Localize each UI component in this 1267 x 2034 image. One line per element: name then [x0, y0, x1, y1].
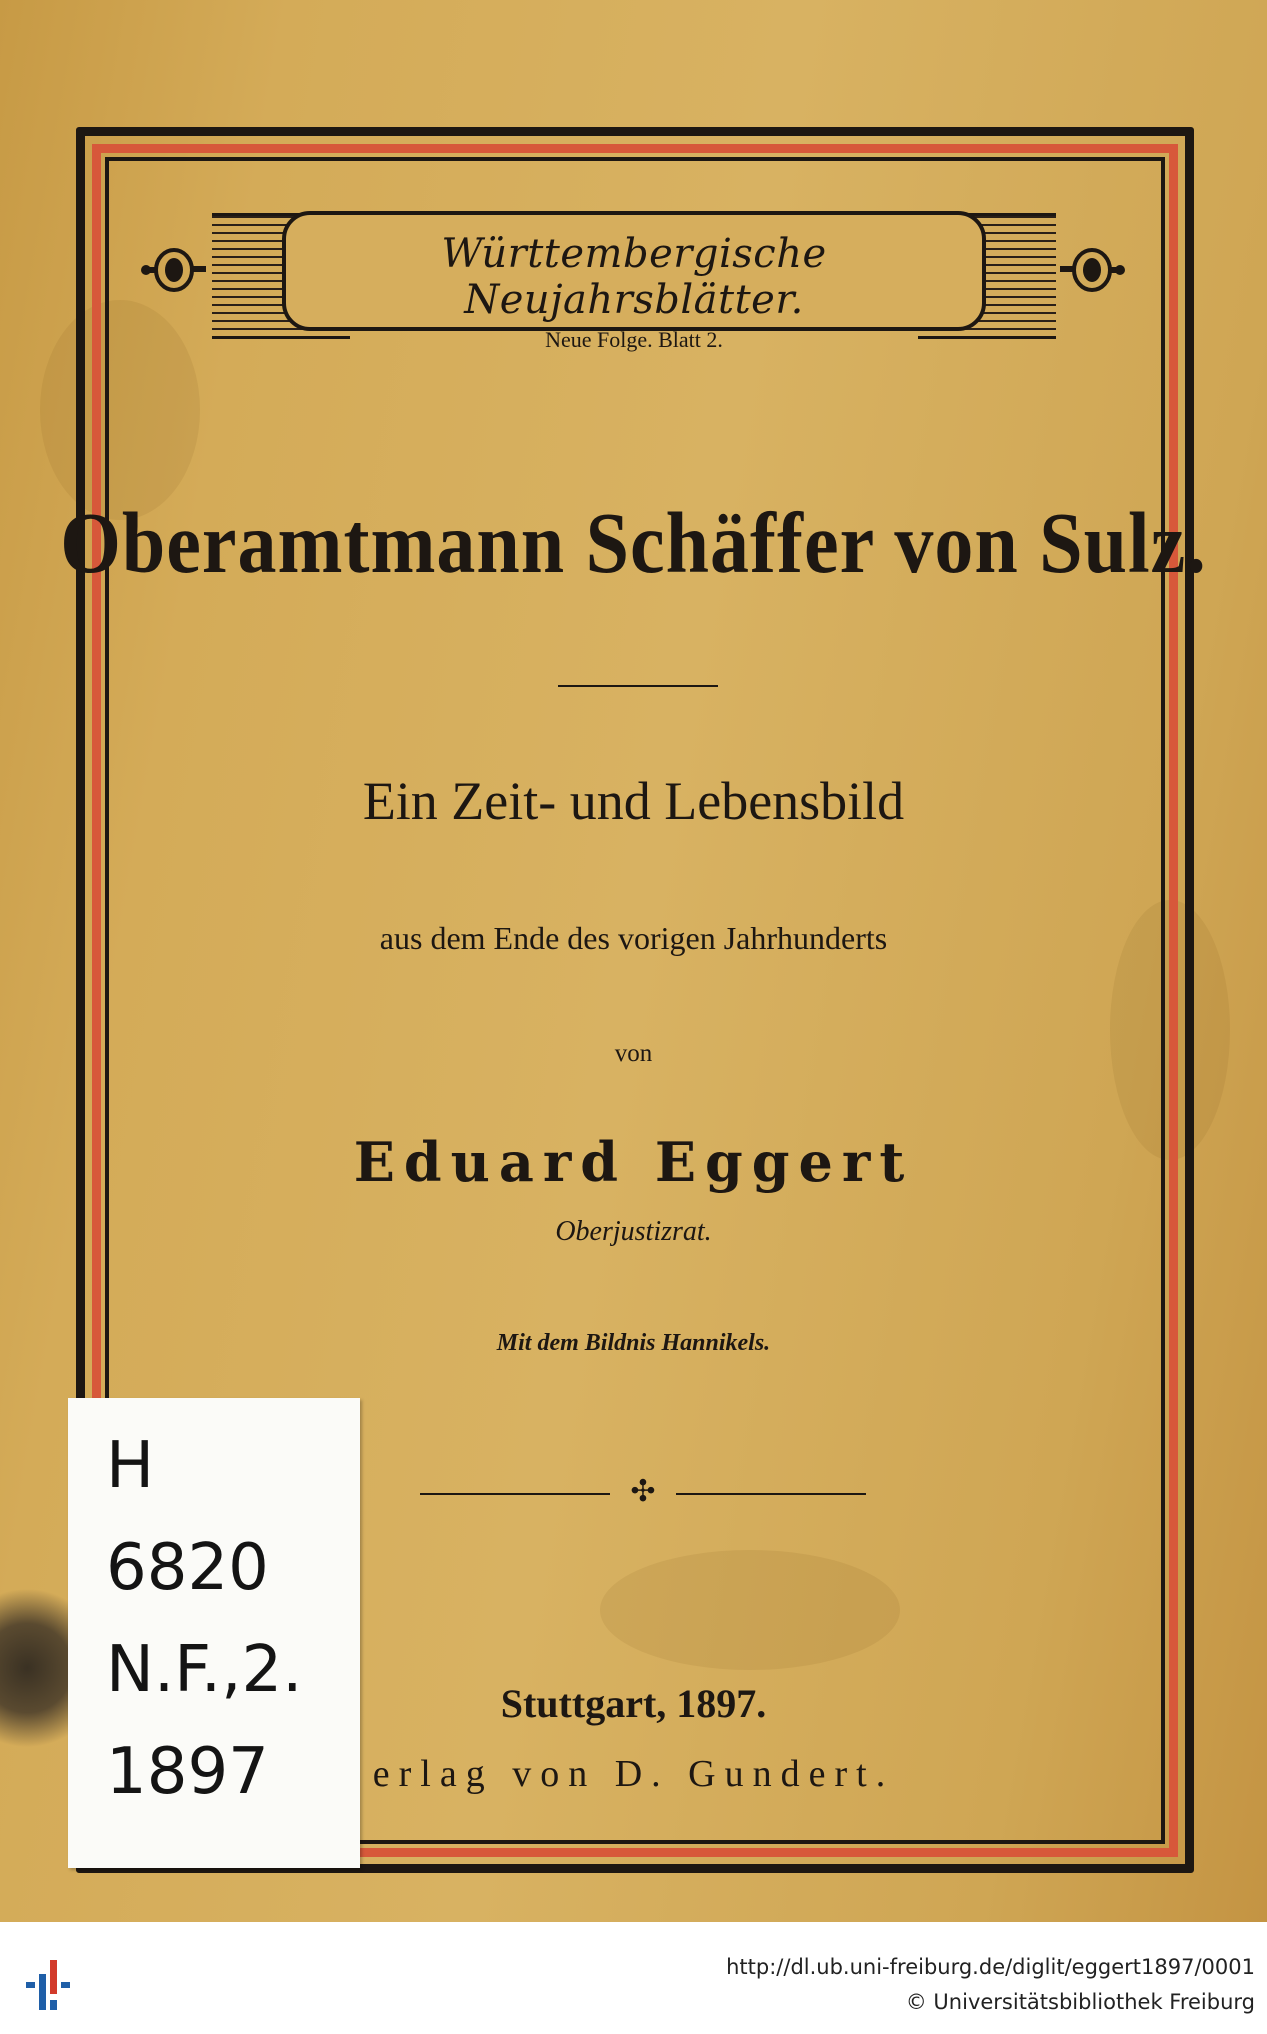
book-title: Oberamtmann Schäffer von Sulz. — [60, 493, 1207, 592]
ornament-rule-left — [420, 1493, 610, 1495]
book-subtitle: Ein Zeit- und Lebensbild — [362, 771, 905, 831]
title-divider — [558, 685, 718, 687]
library-logo-icon — [26, 1960, 82, 2010]
series-banner — [282, 211, 986, 352]
by-line: von — [614, 1040, 653, 1067]
portrait-note: Mit dem Bildnis Hannikels. — [496, 1330, 771, 1356]
ornament-rule-right — [676, 1493, 866, 1495]
author-role: Oberjustizrat. — [555, 1216, 712, 1247]
finial-ornament-icon — [140, 236, 206, 306]
source-url-link[interactable]: http://dl.ub.uni-freiburg.de/diglit/eggert1897/0001 — [726, 1955, 1255, 1979]
series-subtitle: Neue Folge. Blatt 2. — [545, 327, 723, 352]
finial-ornament-icon — [1060, 236, 1126, 306]
book-subtitle-line2: aus dem Ende des vorigen Jahrhunderts — [379, 920, 888, 956]
place-year: Stuttgart, 1897. — [500, 1681, 767, 1726]
publisher: erlag von D. Gundert. — [372, 1753, 895, 1795]
ornament-flourish-icon: ✣ — [630, 1474, 656, 1509]
library-shelf-label — [68, 1398, 360, 1868]
shelf-mark-line: 1897 — [106, 1735, 269, 1809]
shelf-mark-line: N.F.,2. — [106, 1633, 303, 1707]
copyright-notice: © Universitätsbibliothek Freiburg — [905, 1990, 1255, 2014]
shelf-mark-line: 6820 — [106, 1531, 269, 1605]
series-title: Württembergische Neujahrsblätter. — [441, 231, 827, 323]
cover-damage — [0, 1578, 68, 1758]
shelf-mark-line: H — [106, 1429, 155, 1503]
author-name: Eduard Eggert — [353, 1130, 914, 1194]
